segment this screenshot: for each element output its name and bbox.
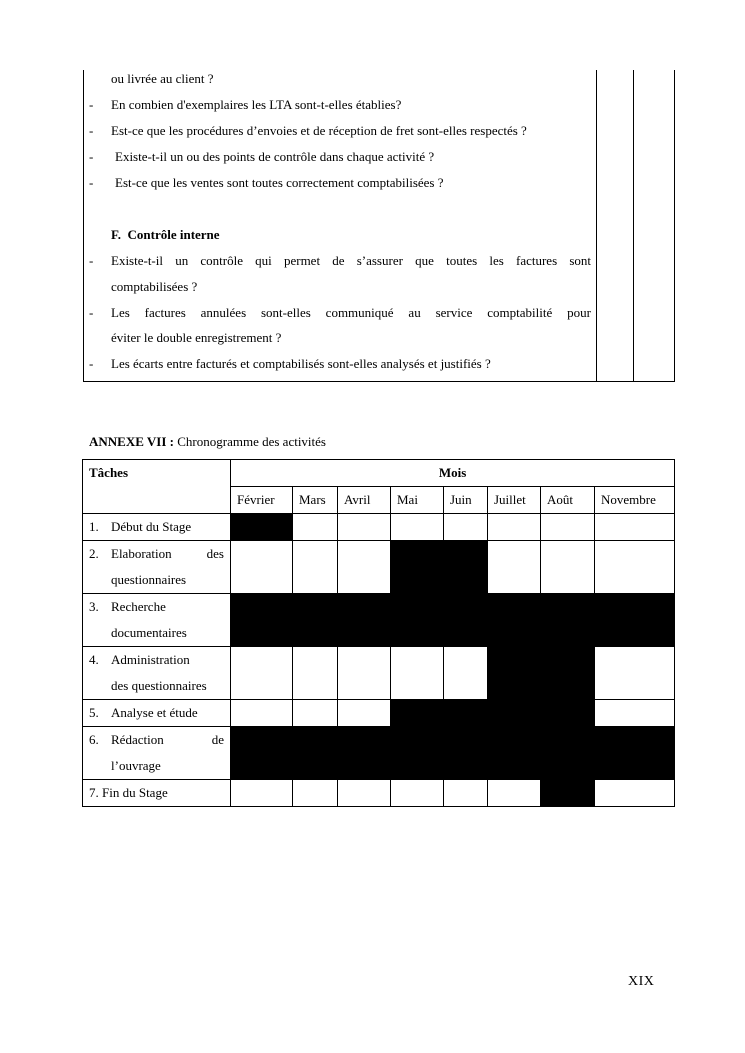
schedule-cell-active — [595, 727, 675, 780]
schedule-cell-empty — [595, 700, 675, 727]
question-line: Les écarts entre facturés et comptabilisés sont-elles analysés et justifiés ? — [111, 356, 491, 371]
annex-label: ANNEXE VII : — [89, 434, 174, 449]
task-number: 5. — [89, 705, 99, 720]
annex-title — [89, 434, 326, 450]
schedule-cell-empty — [338, 541, 391, 594]
word: sont — [569, 253, 591, 268]
section-label: F. — [111, 227, 121, 242]
section-heading — [111, 227, 220, 243]
schedule-cell-empty — [444, 514, 488, 541]
task-label-cell — [83, 727, 231, 780]
task-number: 6. — [89, 732, 99, 747]
word: s’assurer — [356, 253, 403, 268]
schedule-cell-active — [338, 594, 391, 647]
word: que — [415, 253, 434, 268]
word: Existe-t-il — [111, 253, 163, 268]
schedule-cell-active — [541, 700, 595, 727]
word: communiqué — [325, 305, 394, 320]
schedule-cell-active — [541, 780, 595, 807]
schedule-cell-empty — [595, 514, 675, 541]
word: factures — [144, 305, 186, 320]
section-title: Contrôle interne — [127, 227, 220, 242]
schedule-cell-empty — [595, 647, 675, 700]
word: les — [489, 253, 504, 268]
word: comptabilité — [487, 305, 553, 320]
bullet-dash: - — [89, 305, 94, 320]
schedule-cell-active — [231, 727, 293, 780]
chronogram-table — [82, 459, 675, 807]
question-line-justified — [111, 253, 591, 269]
task-number: 2. — [89, 546, 99, 561]
question-line: éviter le double enregistrement ? — [111, 330, 282, 345]
task-row — [83, 700, 675, 727]
schedule-cell-empty — [541, 514, 595, 541]
schedule-cell-active — [595, 594, 675, 647]
task-label-cell — [83, 780, 231, 807]
schedule-cell-empty — [488, 780, 541, 807]
task-number: 1. — [89, 519, 99, 534]
task-row — [83, 541, 675, 594]
schedule-cell-empty — [444, 780, 488, 807]
page-number: XIX — [628, 974, 655, 989]
word: qui — [255, 253, 272, 268]
task-row — [83, 514, 675, 541]
schedule-cell-active — [488, 727, 541, 780]
task-text-line: Début du Stage — [111, 519, 192, 534]
month-header: Août — [541, 487, 595, 514]
month-header: Avril — [338, 487, 391, 514]
schedule-cell-active — [541, 594, 595, 647]
schedule-cell-empty — [488, 514, 541, 541]
word: sont-elles — [260, 305, 311, 320]
word: au — [408, 305, 421, 320]
bullet-dash: - — [89, 253, 94, 268]
question-line: Est-ce que les procédures d’envoies et de réception de fret sont-elles respectés ? — [111, 123, 527, 138]
month-header: Juillet — [488, 487, 541, 514]
schedule-cell-empty — [338, 780, 391, 807]
column-divider — [596, 70, 597, 381]
month-header: Mai — [391, 487, 444, 514]
schedule-cell-active — [488, 594, 541, 647]
task-text-line — [111, 727, 224, 753]
word: toutes — [446, 253, 478, 268]
word: un — [175, 253, 189, 268]
schedule-cell-active — [391, 541, 444, 594]
annex-caption: Chronogramme des activités — [177, 434, 326, 449]
word: Les — [111, 305, 130, 320]
schedule-cell-empty — [231, 780, 293, 807]
month-header: Juin — [444, 487, 488, 514]
schedule-cell-active — [541, 647, 595, 700]
schedule-cell-empty — [293, 541, 338, 594]
schedule-cell-active — [293, 594, 338, 647]
task-row — [83, 780, 675, 807]
schedule-cell-empty — [231, 700, 293, 727]
question-line-justified — [111, 305, 591, 321]
schedule-cell-active — [541, 727, 595, 780]
schedule-cell-empty — [338, 700, 391, 727]
schedule-cell-empty — [391, 780, 444, 807]
task-text-line: documentaires — [111, 625, 187, 640]
task-number: 4. — [89, 652, 99, 667]
column-divider — [633, 70, 634, 381]
word: contrôle — [200, 253, 243, 268]
schedule-cell-active — [444, 594, 488, 647]
schedule-cell-empty — [293, 780, 338, 807]
header-months: Mois — [231, 460, 675, 487]
bullet-dash: - — [89, 175, 94, 190]
word: des — [206, 546, 224, 561]
month-header: Mars — [293, 487, 338, 514]
task-text-line: Administration — [111, 652, 190, 667]
task-text-line: Recherche — [111, 599, 166, 614]
schedule-cell-empty — [293, 647, 338, 700]
schedule-cell-empty — [338, 514, 391, 541]
schedule-cell-active — [391, 700, 444, 727]
task-text-line: des questionnaires — [111, 678, 207, 693]
word: annulées — [200, 305, 247, 320]
task-label-cell — [83, 700, 231, 727]
month-header: Novembre — [595, 487, 675, 514]
question-line: Existe-t-il un ou des points de contrôle dans chaque activité ? — [115, 149, 435, 164]
schedule-cell-active — [444, 700, 488, 727]
bullet-dash: - — [89, 123, 94, 138]
bullet-dash: - — [89, 356, 94, 371]
question-line: comptabilisées ? — [111, 279, 198, 294]
schedule-cell-empty — [595, 780, 675, 807]
schedule-cell-active — [488, 700, 541, 727]
task-text-line: 7. Fin du Stage — [89, 785, 168, 800]
bullet-dash: - — [89, 149, 94, 164]
word: Elaboration — [111, 546, 172, 561]
schedule-cell-active — [391, 727, 444, 780]
schedule-cell-active — [231, 514, 293, 541]
schedule-cell-empty — [293, 514, 338, 541]
task-label-cell — [83, 594, 231, 647]
schedule-cell-active — [338, 727, 391, 780]
task-row — [83, 647, 675, 700]
month-header: Février — [231, 487, 293, 514]
task-text-line: questionnaires — [111, 572, 187, 587]
schedule-cell-active — [444, 727, 488, 780]
schedule-cell-empty — [541, 541, 595, 594]
word: Rédaction — [111, 732, 164, 747]
schedule-cell-empty — [231, 647, 293, 700]
task-label-cell — [83, 541, 231, 594]
schedule-cell-empty — [338, 647, 391, 700]
header-tasks: Tâches — [83, 460, 231, 514]
schedule-cell-empty — [595, 541, 675, 594]
question-line: ou livrée au client ? — [111, 71, 214, 86]
schedule-cell-empty — [444, 647, 488, 700]
task-row — [83, 727, 675, 780]
question-line: En combien d'exemplaires les LTA sont-t-elles établies? — [111, 97, 402, 112]
word: service — [435, 305, 473, 320]
word: pour — [567, 305, 591, 320]
task-text-line: l’ouvrage — [111, 758, 161, 773]
schedule-cell-active — [444, 541, 488, 594]
task-row — [83, 594, 675, 647]
task-text-line — [111, 541, 224, 567]
task-text-line: Analyse et étude — [111, 705, 198, 720]
word: permet — [283, 253, 321, 268]
schedule-cell-empty — [488, 541, 541, 594]
word: factures — [515, 253, 558, 268]
schedule-cell-active — [488, 647, 541, 700]
task-label-cell — [83, 514, 231, 541]
schedule-cell-active — [391, 594, 444, 647]
task-label-cell — [83, 647, 231, 700]
bullet-dash: - — [89, 97, 94, 112]
task-number: 3. — [89, 599, 99, 614]
schedule-cell-empty — [391, 514, 444, 541]
schedule-cell-empty — [231, 541, 293, 594]
word: de — [332, 253, 345, 268]
schedule-cell-active — [293, 727, 338, 780]
schedule-cell-active — [231, 594, 293, 647]
question-line: Est-ce que les ventes sont toutes correctement comptabilisées ? — [115, 175, 444, 190]
schedule-cell-empty — [293, 700, 338, 727]
schedule-cell-empty — [391, 647, 444, 700]
word: de — [211, 732, 224, 747]
